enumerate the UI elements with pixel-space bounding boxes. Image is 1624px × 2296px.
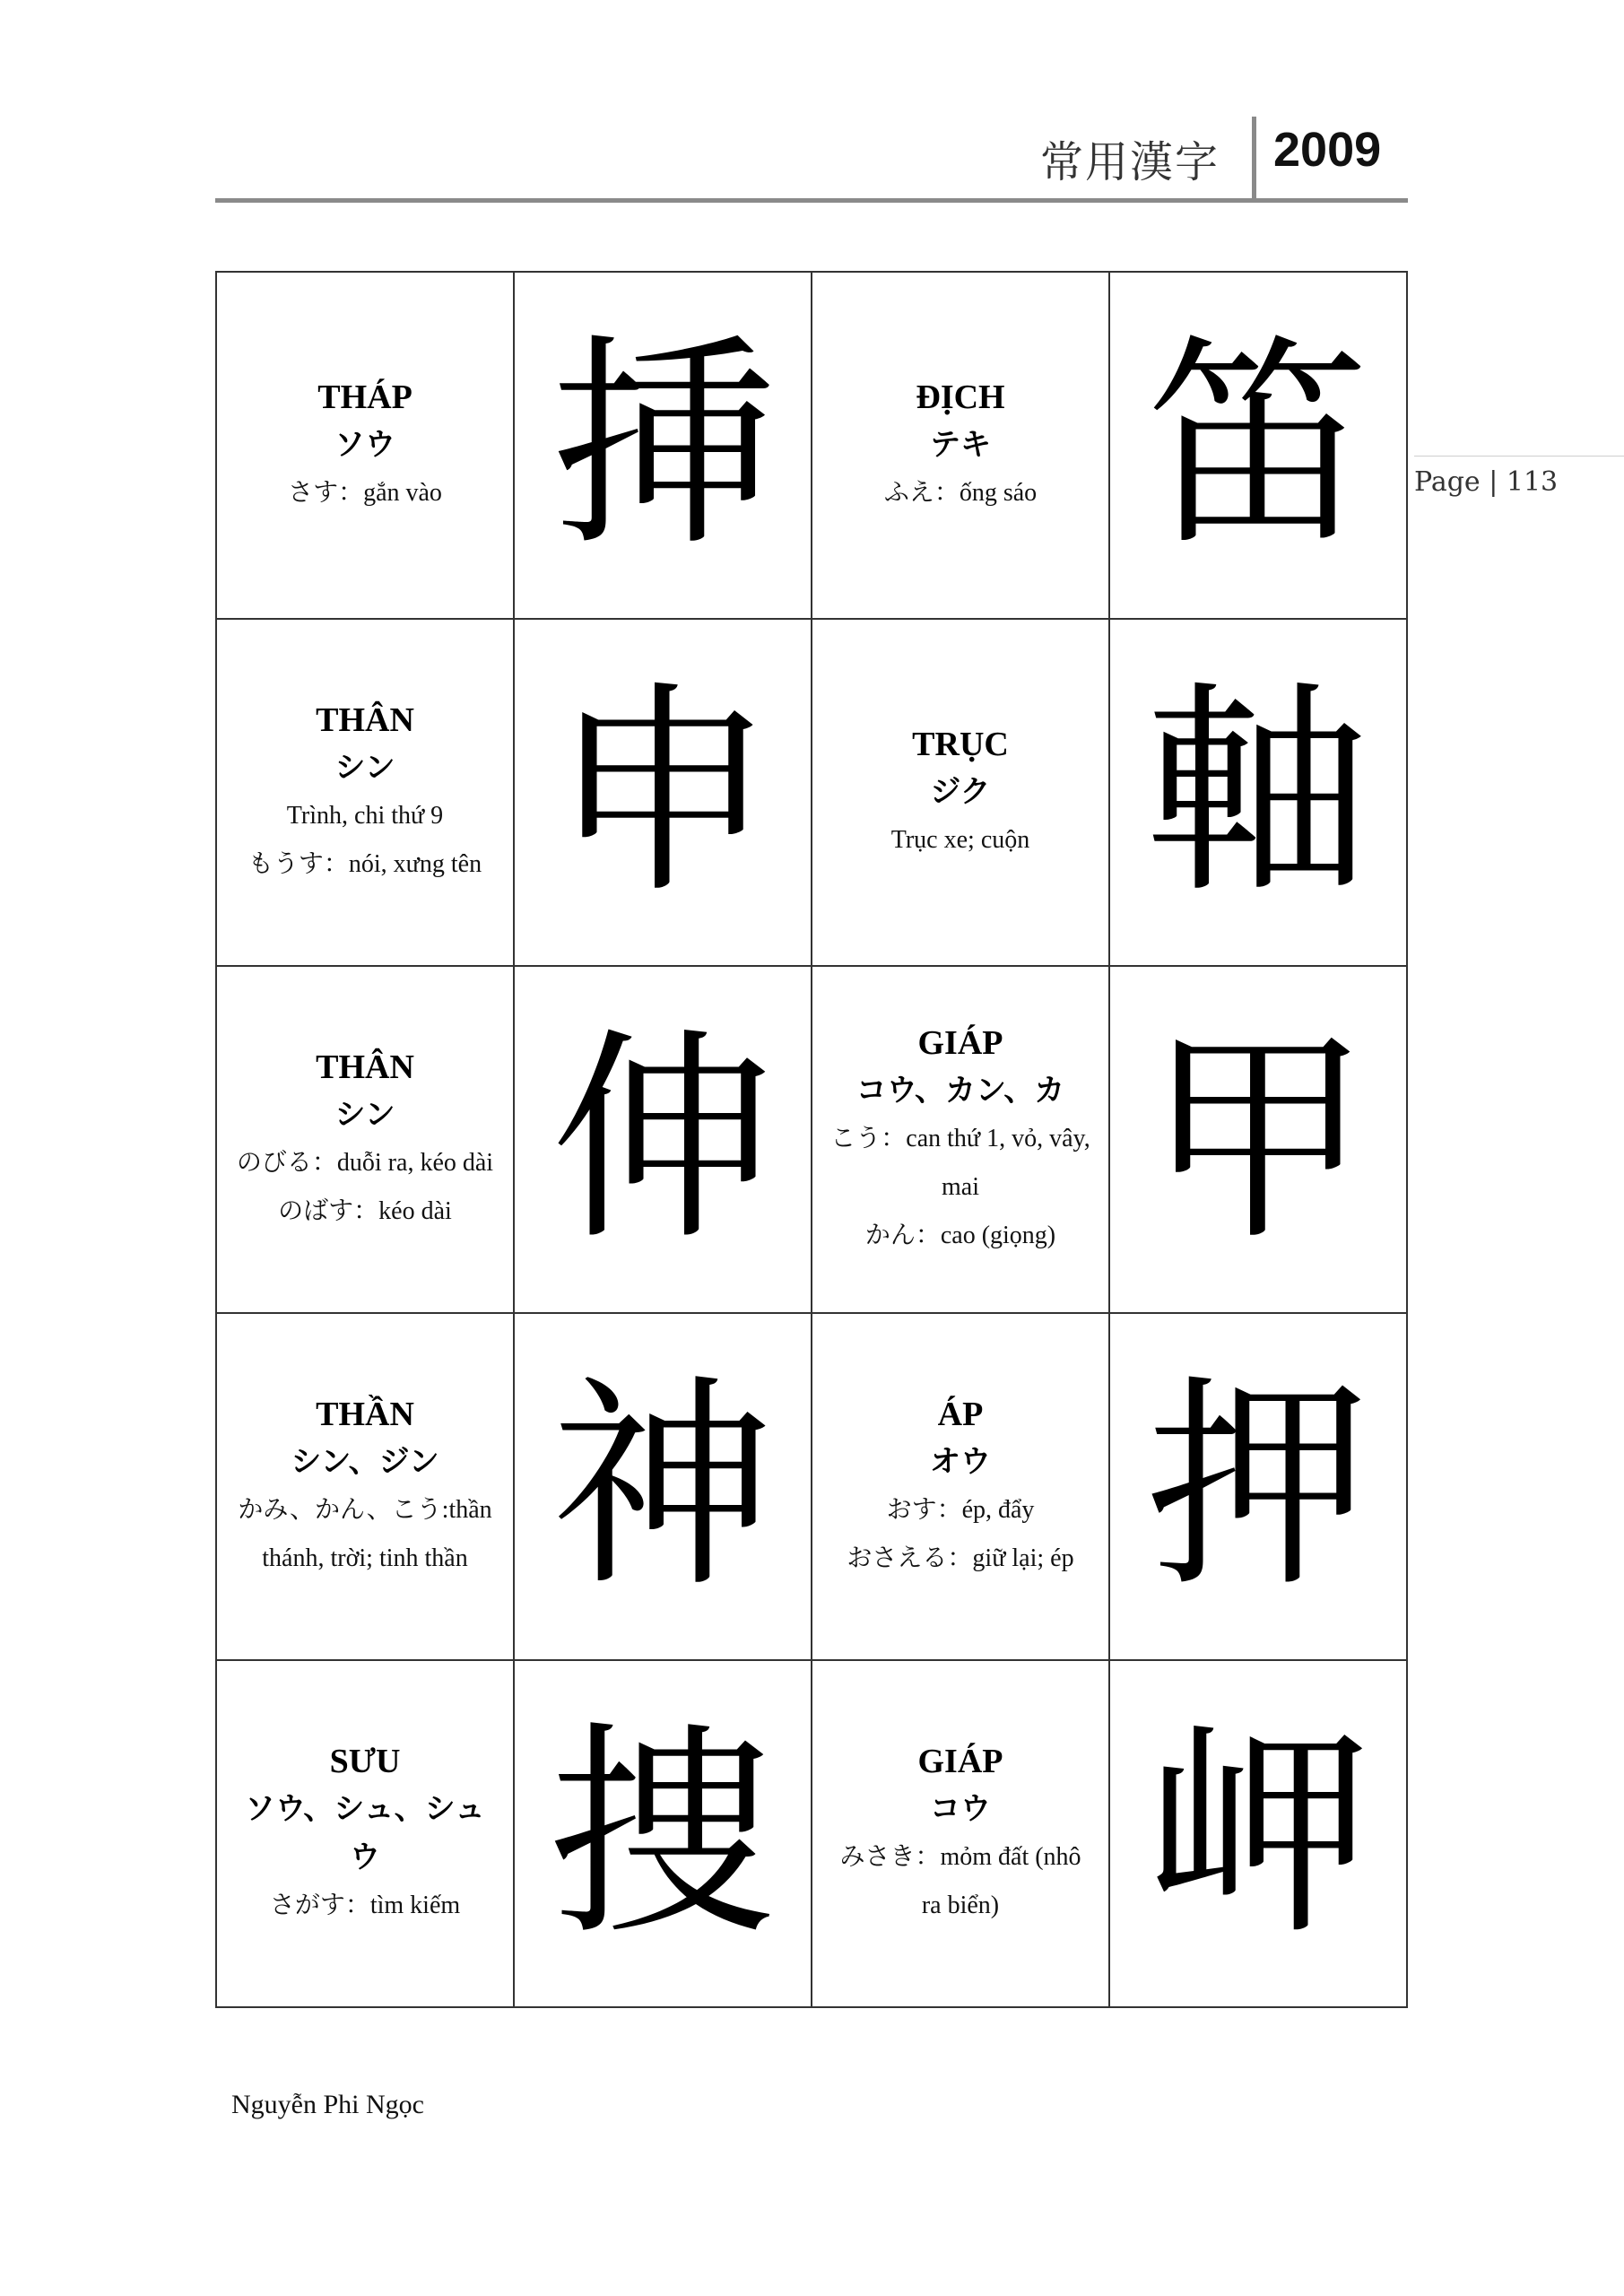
kanji-character-cell <box>514 619 812 966</box>
onyomi-reading: シン <box>334 749 395 786</box>
footer-author: Nguyễn Phi Ngọc <box>231 2090 424 2119</box>
kanji-character-cell <box>1109 966 1407 1313</box>
kanji-character: 軸 <box>1146 661 1370 923</box>
page-header <box>215 108 1408 206</box>
kanji-character: 岬 <box>1146 1702 1370 1964</box>
header-rule <box>215 198 1408 203</box>
kanji-character-cell <box>1109 619 1407 966</box>
kanji-info <box>812 1738 1108 1930</box>
kanji-character: 押 <box>1146 1355 1370 1617</box>
kanji-character-cell <box>1109 1313 1407 1660</box>
meaning-line: こう：can thứ 1, vỏ, vây, mai <box>830 1124 1090 1201</box>
meaning-line: Trục xe; cuộn <box>890 825 1030 854</box>
kanji-character: 神 <box>551 1355 775 1617</box>
onyomi-reading: ジク <box>930 773 991 810</box>
sino-vietnamese-reading: THÂN <box>316 700 414 739</box>
sino-vietnamese-reading: SƯU <box>329 1742 401 1780</box>
kanji-info <box>812 374 1108 517</box>
kanji-row <box>216 1313 1407 1660</box>
kanji-row <box>216 966 1407 1313</box>
meaning-line: もうす：nói, xưng tên <box>248 849 482 878</box>
kanji-character-cell <box>1109 272 1407 619</box>
kanji-character-cell <box>1109 1660 1407 2007</box>
header-title: 常用漢字 <box>1039 137 1220 187</box>
meaning-line: Trình, chi thứ 9 <box>286 801 444 830</box>
sino-vietnamese-reading: ÁP <box>937 1395 984 1433</box>
kanji-info <box>812 1391 1108 1583</box>
sino-vietnamese-reading: TRỤC <box>912 725 1009 763</box>
kanji-info <box>217 1391 513 1583</box>
kanji-info <box>217 374 513 517</box>
meaning-line: のびる：duỗi ra, kéo dài <box>236 1148 494 1177</box>
sino-vietnamese-reading: GIÁP <box>917 1023 1003 1062</box>
kanji-character: 笛 <box>1146 314 1370 576</box>
onyomi-reading: テキ <box>930 426 991 463</box>
kanji-row <box>216 1660 1407 2007</box>
meaning-line: かん：cao (giọng) <box>864 1221 1056 1249</box>
kanji-info-cell <box>812 966 1109 1313</box>
meaning-line: ふえ：ống sáo <box>883 478 1038 507</box>
kanji-row <box>216 619 1407 966</box>
kanji-info <box>217 1738 513 1930</box>
kanji-character: 申 <box>551 661 775 923</box>
onyomi-reading: コウ <box>930 1790 991 1827</box>
kanji-info-cell <box>216 619 514 966</box>
sino-vietnamese-reading: ĐỊCH <box>916 378 1005 416</box>
onyomi-reading: シン、ジン <box>291 1443 439 1480</box>
meaning-line: かみ、かん、こう:thần thánh, trời; tinh thần <box>238 1495 492 1572</box>
header-year: 2009 <box>1273 123 1382 177</box>
kanji-info <box>812 721 1108 865</box>
kanji-info-cell <box>216 1660 514 2007</box>
kanji-character: 甲 <box>1146 1008 1370 1270</box>
kanji-row <box>216 272 1407 619</box>
kanji-info-cell <box>216 272 514 619</box>
page-number: Page | 113 <box>1414 466 1559 498</box>
kanji-character-cell <box>514 966 812 1313</box>
meaning-line: おす：ép, đẩy <box>886 1495 1035 1524</box>
kanji-info-cell <box>216 966 514 1313</box>
kanji-info-cell <box>812 619 1109 966</box>
page-number-rule <box>1414 456 1624 457</box>
kanji-info <box>217 1044 513 1236</box>
meaning-line: のばす：kéo dài <box>278 1196 452 1225</box>
kanji-character: 伸 <box>551 1008 775 1270</box>
kanji-character-cell <box>514 1313 812 1660</box>
kanji-info-cell <box>812 1660 1109 2007</box>
sino-vietnamese-reading: THÂN <box>316 1048 414 1086</box>
sino-vietnamese-reading: THÁP <box>317 378 413 416</box>
kanji-info-cell <box>812 272 1109 619</box>
kanji-character-cell <box>514 272 812 619</box>
meaning-line: さがす：tìm kiếm <box>269 1891 461 1919</box>
kanji-info <box>812 1020 1108 1260</box>
onyomi-reading: コウ、カン、カ <box>855 1072 1065 1109</box>
kanji-info-cell <box>216 1313 514 1660</box>
meaning-line: さす：gắn vào <box>288 478 442 507</box>
meaning-line: みさき：mỏm đất (nhô ra biển) <box>839 1842 1081 1919</box>
kanji-character-cell <box>514 1660 812 2007</box>
sino-vietnamese-reading: GIÁP <box>917 1742 1003 1780</box>
header-divider <box>1252 117 1256 203</box>
onyomi-reading: オウ <box>930 1443 991 1480</box>
kanji-grid <box>215 271 1408 2008</box>
kanji-info-cell <box>812 1313 1109 1660</box>
onyomi-reading: ソウ <box>334 426 395 463</box>
kanji-info <box>217 697 513 889</box>
meaning-line: おさえる：giữ lại; ép <box>847 1544 1074 1572</box>
onyomi-reading: ソウ、シュ、シュウ <box>245 1790 485 1875</box>
sino-vietnamese-reading: THẦN <box>316 1395 414 1433</box>
kanji-character: 挿 <box>551 314 775 576</box>
onyomi-reading: シン <box>334 1096 395 1133</box>
kanji-character: 捜 <box>551 1702 775 1964</box>
